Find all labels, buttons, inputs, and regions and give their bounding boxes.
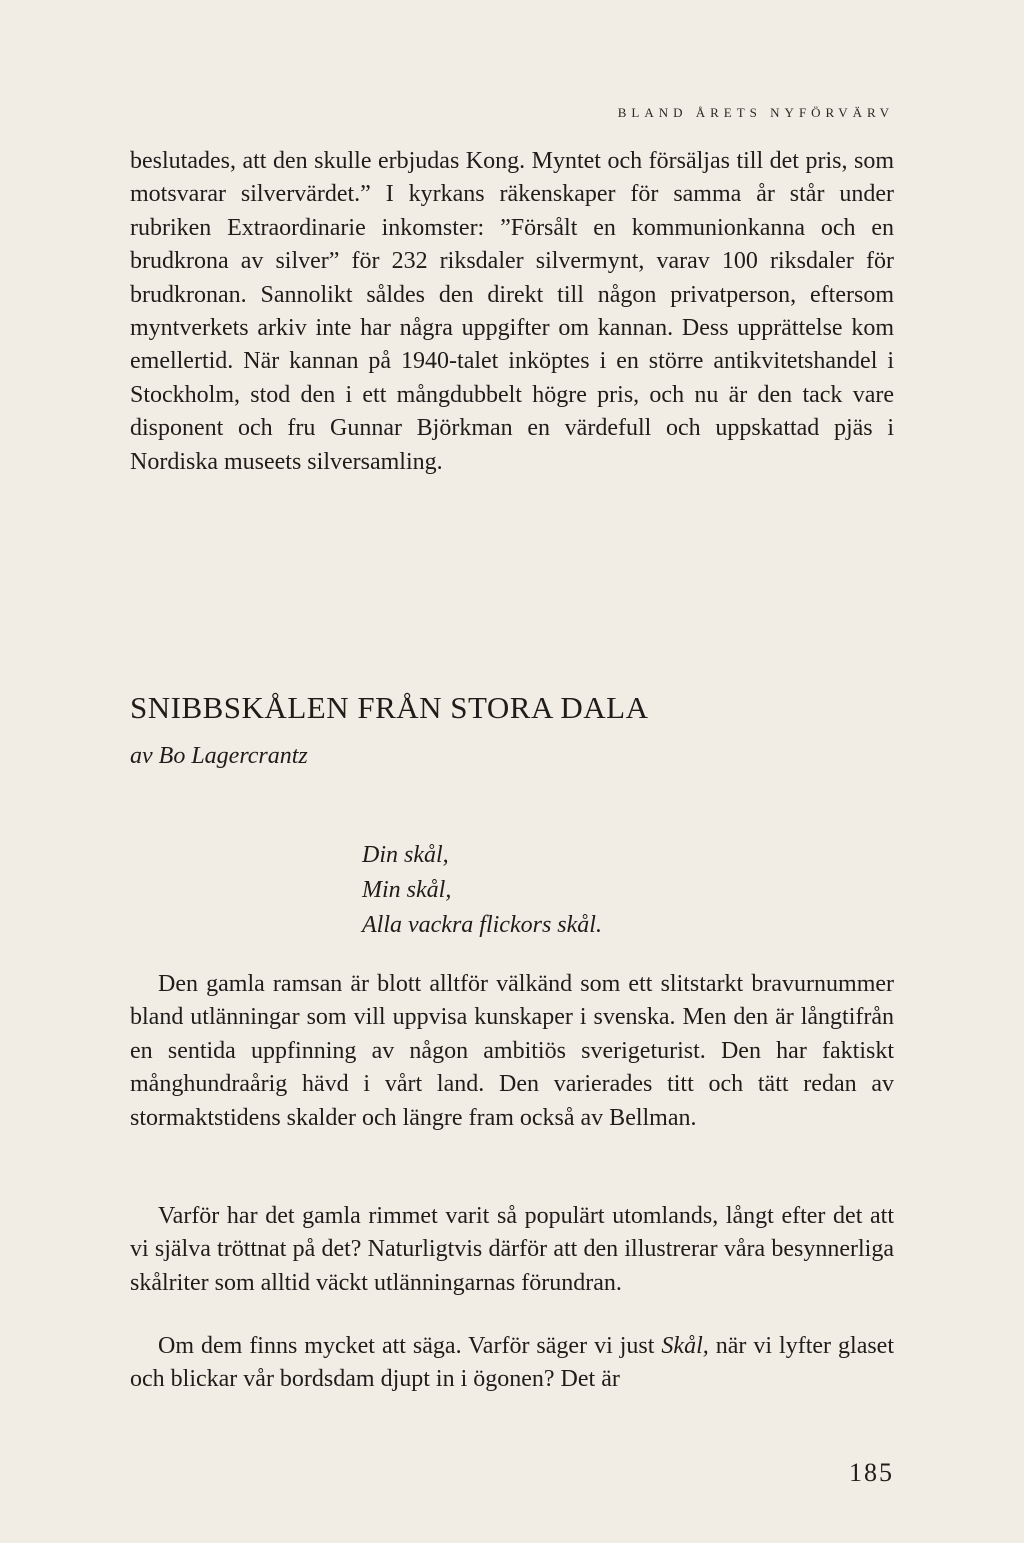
paragraph-intro: Den gamla ramsan är blott alltför välkänd som ett slitstarkt bravurnummer bland utlänningar som vill uppvisa kunskaper i svenska. Men den är långtifrån en sentida uppfinning av någon ambitiös sverigeturist. Den har faktiskt månghundraårig hävd i vårt land. Den varierades titt och tätt redan av stormaktstidens skalder och längre fram också av Bellman. — [130, 971, 894, 1131]
author-line: av Bo Lagercrantz — [130, 743, 308, 769]
paragraph-continuation: beslutades, att den skulle erbjudas Kong. Myntet och försäljas till det pris, som motsvarar silvervärdet.” I kyrkans räkenskaper för samma år står under rubriken Extraordinarie inkomster: ”Försålt en kommunionkanna och en brudkrona av silver” för 232 riksdaler silvermynt, varav 100 riksdaler för brudkronan. Sannolikt såldes den direkt till någon privatperson, eftersom myntverkets arkiv inte har några uppgifter om kannan. Dess upprättelse kom emellertid. När kannan på 1940-talet inköptes i en större antikvitetshandel i Stockholm, stod den i ett mångdubbelt högre pris, och nu är den tack vare disponent och fru Gunnar Björkman en värdefull och uppskattad pjäs i Nordiska museets silversamling. — [130, 148, 894, 475]
article-title: SNIBBSKÅLEN FRÅN STORA DALA — [130, 690, 649, 725]
poem-line: Din skål, — [362, 842, 449, 868]
page-number: 185 — [849, 1458, 894, 1487]
paragraph-skal — [130, 1330, 894, 1397]
paragraph-text: när vi lyfter glaset och blickar vår bordsdam djupt in i ögonen? Det är — [130, 1333, 895, 1393]
epigraph-poem — [362, 838, 602, 943]
paragraph-question: Varför har det gamla rimmet varit så populärt utomlands, långt efter det att vi själva tröttnat på det? Naturligtvis därför att den illustrerar våra besynnerliga skålriter som alltid väckt utlänningarnas förundran. — [130, 1203, 894, 1296]
emphasized-word: Skål, — [661, 1333, 709, 1359]
poem-line: Min skål, — [362, 877, 452, 903]
poem-line: Alla vackra flickors skål. — [362, 912, 602, 938]
paragraph-text: Om dem finns mycket att säga. Varför säger vi just — [158, 1333, 662, 1359]
running-head: BLAND ÅRETS NYFÖRVÄRV — [617, 105, 894, 120]
